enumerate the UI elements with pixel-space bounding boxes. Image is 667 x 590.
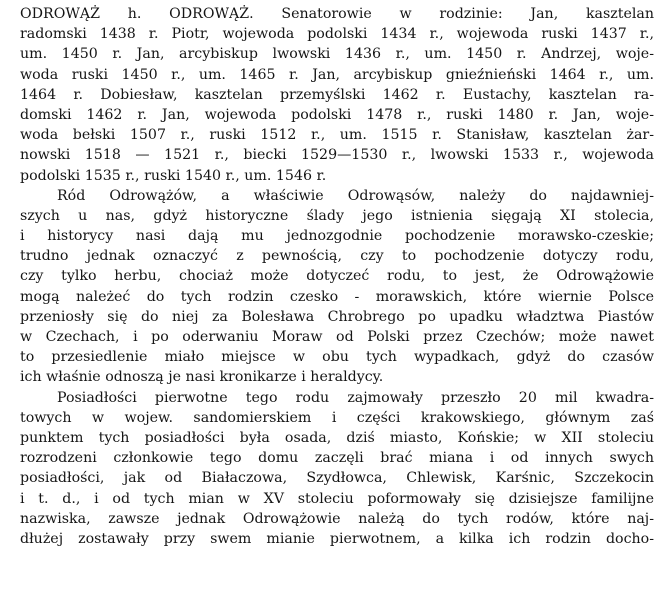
text-line: woda bełski 1507 r., ruski 1512 r., um. 1515 r. Stanisław, kasztelan żar-: [20, 127, 654, 144]
text-line: towych w wojew. sandomierskiem i części krakowskiego, głównym zaś: [20, 409, 654, 426]
text-line: punktem tych posiadłości była osada, dziś miasto, Końskie; w XII stoleciu: [20, 429, 654, 446]
text-line: domski 1462 r. Jan, wojewoda podolski 1478 r., ruski 1480 r. Jan, woje-: [20, 106, 654, 123]
text-line: w Czechach, i po oderwaniu Moraw od Polski przez Czechów; może nawet: [20, 329, 654, 345]
document-page: [20, 4, 654, 549]
paragraph-senators: [20, 4, 654, 186]
text-line: rozrodzeni członkowie tego domu zaczęli brać miana i od innych swych: [20, 450, 654, 467]
text-line: dłużej zostawały przy swem mianie pierwotnem, a kilka ich rodzin docho-: [20, 530, 654, 547]
text-line: 1464 r. Dobiesław, kasztelan przemyślski 1462 r. Eustachy, kasztelan ra-: [20, 86, 654, 103]
text-line: ich właśnie odnoszą je nasi kronikarze i heraldycy.: [20, 369, 384, 386]
text-line: ODROWĄŻ h. ODROWĄŻ. Senatorowie w rodzinie: Jan, kasztelan: [20, 6, 654, 22]
text-line: nowski 1518 — 1521 r., biecki 1529—1530 r., lwowski 1533 r., wojewoda: [20, 147, 654, 164]
text-line: Posiadłości pierwotne tego rodu zajmowały przeszło 20 mil kwadra-: [57, 389, 654, 406]
text-line: to przesiedlenie miało miejsce w obu tych wypadkach, gdyż do czasów: [20, 349, 654, 366]
paragraph-estates: [20, 388, 654, 550]
text-line: Ród Odrowążów, a właściwie Odrowąsów, należy do najdawniej-: [57, 187, 654, 204]
text-line: mogą należeć do tych rodzin czesko - morawskich, które wiernie Polsce: [20, 288, 654, 305]
text-line: czy tylko herbu, chociaż może dotyczeć rodu, to jest, że Odrowążowie: [20, 268, 654, 285]
text-line: posiadłości, jak od Białaczowa, Szydłowca, Chlewisk, Karśnic, Szczekocin: [20, 470, 654, 487]
text-line: podolski 1535 r., ruski 1540 r., um. 1546 r.: [20, 167, 327, 184]
text-line: szych u nas, gdyż historyczne ślady jego istnienia sięgają XI stolecia,: [20, 207, 654, 224]
text-line: um. 1450 r. Jan, arcybiskup lwowski 1436 r., um. 1450 r. Andrzej, woje-: [20, 46, 654, 63]
text-line: trudno jednak oznaczyć z pewnością, czy to pochodzenie dotyczy rodu,: [20, 248, 654, 265]
text-line: przeniosły się do niej za Bolesława Chrobrego po upadku władztwa Piastów: [20, 308, 654, 325]
text-line: woda ruski 1450 r., um. 1465 r. Jan, arcybiskup gnieźnieński 1464 r., um.: [20, 66, 654, 83]
text-line: nazwiska, zawsze jednak Odrowążowie należą do tych rodów, które naj-: [20, 510, 654, 527]
text-line: radomski 1438 r. Piotr, wojewoda podolski 1434 r., wojewoda ruski 1437 r.,: [20, 26, 654, 43]
text-line: i historycy nasi dają mu jednozgodnie pochodzenie morawsko-czeskie;: [20, 228, 654, 245]
text-line: i t. d., i od tych mian w XV stoleciu poformowały się dzisiejsze familijne: [20, 490, 654, 507]
paragraph-origin: [20, 186, 654, 388]
